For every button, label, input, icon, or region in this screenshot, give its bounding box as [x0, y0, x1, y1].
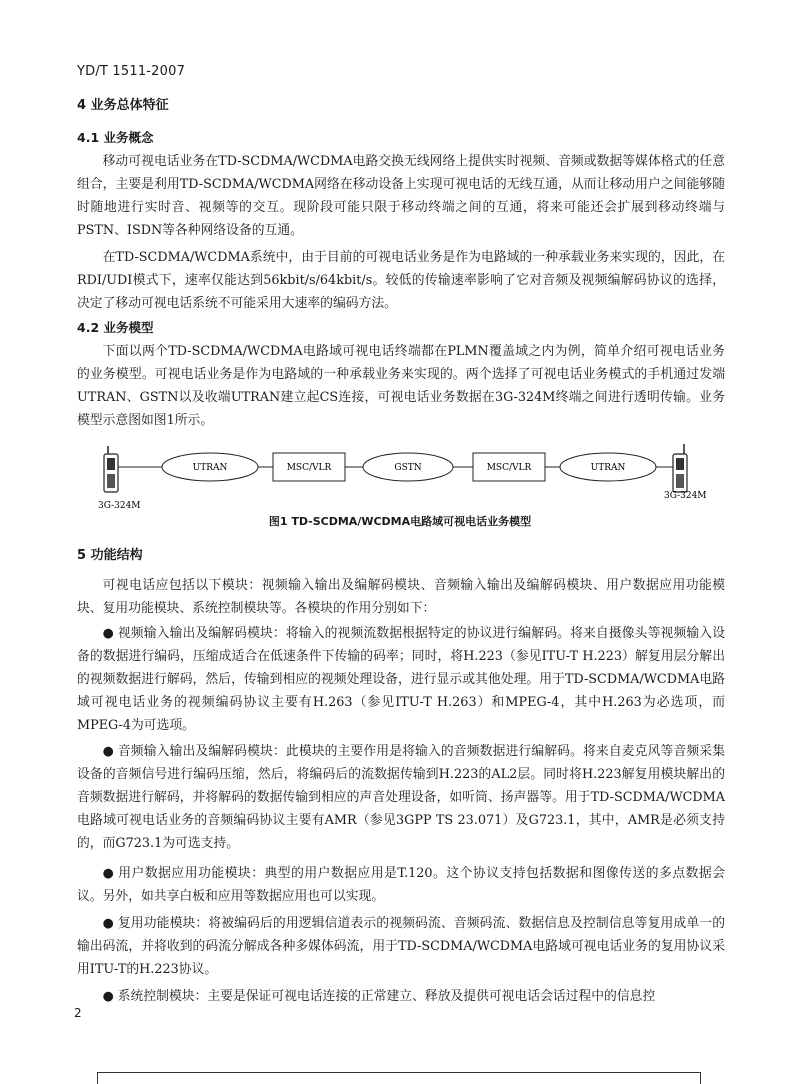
- msc-vlr-right-label: MSC/VLR: [486, 463, 532, 473]
- bullet-video-text: 视频输入输出及编解码模块：将输入的视频流数据根据特定的协议进行编解码。将来自摄像头等视频输入设备的数据进行编码，压缩成适合在低速条件下传输的码率；同时，将H.223（参见ITU-T H.223）解复用层分解出的视频数据进行解码，然后，传输到相应的视频处理设备，进行显示或其他处理。用于TD-SCDMA/WCDMA电路域可视电话业务的视频编码协议主要有H.263（参见ITU-T H.263）和MPEG-4，其中H.263为必选项，而MPEG-4为可选项。: [77, 626, 726, 733]
- bullet-video-module: [77, 622, 725, 737]
- section-4-1-heading: 4.1 业务概念: [77, 130, 154, 145]
- section-5-heading: 5 功能结构: [77, 548, 143, 563]
- bullet-mux-module: [77, 912, 725, 981]
- bullet-dot: ●: [102, 989, 114, 1004]
- bullet-dot: ●: [102, 916, 114, 931]
- figure-1-caption: 图1 TD-SCDMA/WCDMA电路域可视电话业务模型: [268, 515, 532, 528]
- bullet-audio-text: 音频输入输出及编解码模块：此模块的主要作用是将输入的音频数据进行编解码。将来自麦克风等音频采集设备的音频信号进行编码压缩，然后，将编码后的流数据传输到H.223的AL2层。同时将H.223解复用模块解出的音频数据进行解码，并将解码的数据传输到相应的声音处理设备，如听筒、扬声器等。用于TD-SCDMA/WCDMA电路域可视电话业务的音频编码协议主要有AMR（参见3GPP TS 23.071）及G723.1，其中，AMR是必须支持的，而G723.1为可选支持。: [77, 744, 726, 851]
- bullet-audio-module: [77, 740, 725, 855]
- bullet-dot: ●: [102, 744, 114, 759]
- utran-left-label: UTRAN: [192, 463, 228, 473]
- section-4-heading: 4 业务总体特征: [77, 98, 169, 113]
- bullet-user-data-text: 用户数据应用功能模块：典型的用户数据应用是T.120。这个协议支持包括数据和图像传送的多点数据会议。另外，如共享白板和应用等数据应用也可以实现。: [77, 866, 725, 904]
- paragraph-service-model: 下面以两个TD-SCDMA/WCDMA电路域可视电话终端都在PLMN覆盖域之内为例，简单介绍可视电话业务的业务模型。可视电话业务是作为电路域的一种承载业务来实现的。两个选择了可视电话业务模式的手机通过发端UTRAN、GSTN以及收端UTRAN建立起CS连接，可视电话业务数据在3G-324M终端之间进行透明传输。业务模型示意图如图1所示。: [77, 344, 725, 428]
- left-phone-icon: [104, 446, 118, 492]
- msc-vlr-left-label: MSC/VLR: [286, 463, 332, 473]
- gstn-label: GSTN: [394, 463, 422, 473]
- bullet-dot: ●: [102, 626, 114, 641]
- bullet-dot: ●: [102, 866, 115, 881]
- right-phone-icon: [673, 444, 687, 492]
- bullet-system-control-text: 系统控制模块：主要是保证可视电话连接的正常建立、释放及提供可视电话会话过程中的信息控: [117, 989, 656, 1004]
- paragraph-rate-limit: 在TD-SCDMA/WCDMA系统中，由于目前的可视电话业务是作为电路域的一种承载业务来实现的，因此，在RDI/UDI模式下，速率仅能达到56kbit/s/64kbit/s。较低的传输速率影响了它对音频及视频编解码协议的选择，决定了移动可视电话系统不可能采用大速率的编码方法。: [77, 250, 725, 311]
- paragraph-function-intro: 可视电话应包括以下模块：视频输入输出及编解码模块、音频输入输出及编解码模块、用户数据应用功能模块、复用功能模块、系统控制模块等。各模块的作用分别如下：: [77, 578, 725, 616]
- bullet-system-control-module: [77, 985, 725, 1008]
- bottom-frame: [97, 1072, 701, 1084]
- section-4-2-heading: 4.2 业务模型: [77, 320, 154, 335]
- right-terminal-label: 3G-324M: [664, 491, 707, 501]
- page-number: 2: [74, 1006, 82, 1020]
- left-terminal-label: 3G-324M: [98, 501, 141, 511]
- figure-1-diagram: [90, 440, 720, 515]
- utran-right-label: UTRAN: [590, 463, 626, 473]
- bullet-mux-text: 复用功能模块：将被编码后的用逻辑信道表示的视频码流、音频码流、数据信息及控制信息等复用成单一的输出码流，并将收到的码流分解成各种多媒体码流，用于TD-SCDMA/WCDMA电路域可视电话业务的复用协议采用ITU-T的H.223协议。: [77, 916, 726, 977]
- standard-id: YD/T 1511-2007: [77, 64, 186, 79]
- bullet-user-data-module: [77, 862, 725, 908]
- paragraph-service-concept: 移动可视电话业务在TD-SCDMA/WCDMA电路交换无线网络上提供实时视频、音频或数据等媒体格式的任意组合，主要是利用TD-SCDMA/WCDMA网络在移动设备上实现可视电话的无线互通，从而让移动用户之间能够随时随地进行实时音、视频等的交互。现阶段可能只限于移动终端之间的互通，将来可能还会扩展到移动终端与PSTN、ISDN等各种网络设备的互通。: [77, 154, 725, 238]
